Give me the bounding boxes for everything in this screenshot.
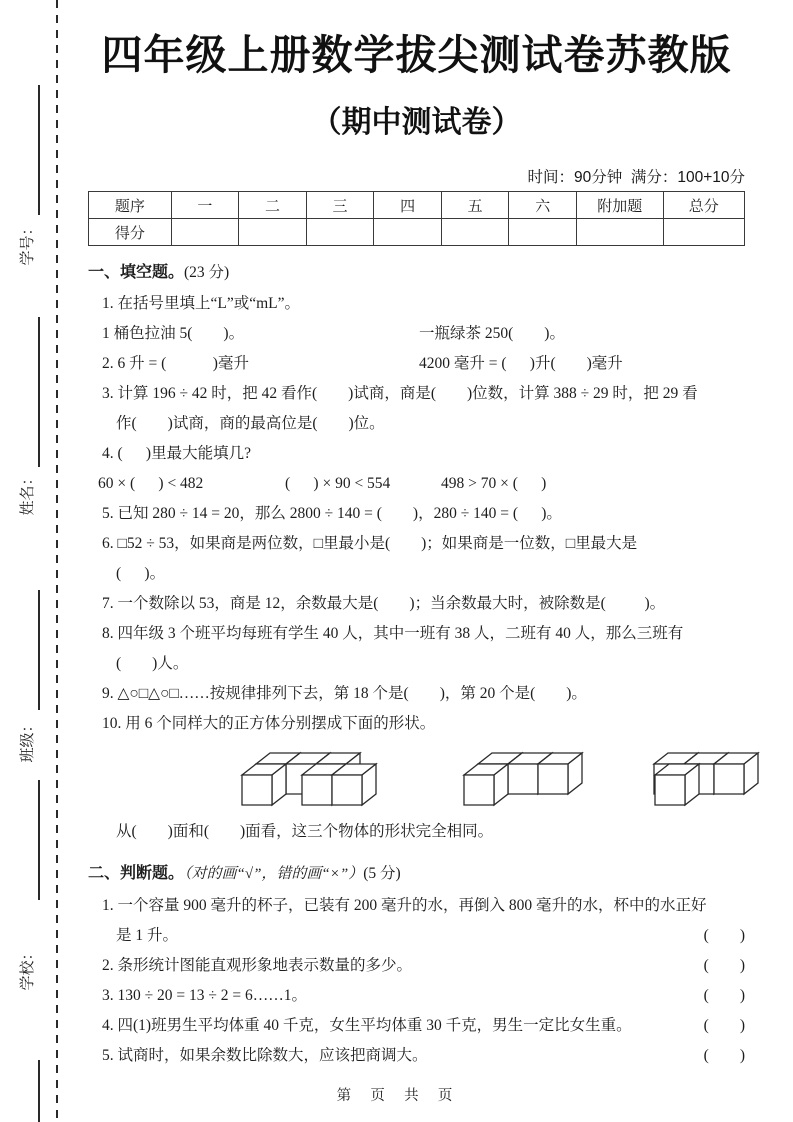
question-2 xyxy=(88,349,745,379)
question-1-left: 1 桶色拉油 5( )。 xyxy=(102,325,245,342)
question-2-left: 2. 6 升 = ( )毫升 xyxy=(102,355,249,372)
judge-2 xyxy=(88,951,745,981)
score-cell xyxy=(239,219,307,246)
answer-blank: ( ) xyxy=(703,927,745,944)
cube-figures-row xyxy=(88,741,745,817)
score-cell xyxy=(577,219,664,246)
score-cell xyxy=(663,219,744,246)
question-8-line1: 8. 四年级 3 个班平均每班有学生 40 人，其中一班有 38 人，二班有 40 人，那么三班有 xyxy=(102,625,684,642)
answer-blank: ( ) xyxy=(703,1047,745,1064)
answer-blank: ( ) xyxy=(703,1017,745,1034)
section1-heading xyxy=(88,258,745,287)
exam-meta: 时间：90分钟 满分：100+10分 xyxy=(527,169,745,186)
score-header-cell: 附加题 xyxy=(577,192,664,219)
main-content xyxy=(88,22,745,1071)
judge-3 xyxy=(88,981,745,1011)
question-10-conclusion: 从( )面和( )面看，这三个物体的形状完全相同。 xyxy=(116,823,494,840)
section2-heading-note: （对的画“√”，错的画“×”） xyxy=(184,866,364,882)
judge-4 xyxy=(88,1011,745,1041)
question-4-line1: 4. ( )里最大能填几? xyxy=(102,445,251,462)
judge-5-text: 5. 试商时，如果余数比除数大，应该把商调大。 xyxy=(102,1047,428,1064)
question-7: 7. 一个数除以 53，商是 12，余数最大是( )；当余数最大时，被除数是( )。 xyxy=(102,595,666,612)
question-4-col2: ( ) × 90 < 554 xyxy=(285,475,391,492)
cube-figure-2 xyxy=(460,749,584,807)
judge-1-line1: 1. 一个容量 900 毫升的杯子，已装有 200 毫升的水，再倒入 800 毫升的水，杯中的水正好 xyxy=(102,897,707,914)
page-number-footer: 第 页 共 页 xyxy=(336,1088,457,1104)
question-3-line1: 3. 计算 196 ÷ 42 时，把 42 看作( )试商，商是( )位数，计算 388 ÷ 29 时，把 29 看 xyxy=(102,385,698,402)
score-cell xyxy=(171,219,239,246)
section1-heading-main: 一、填空题。 xyxy=(88,264,185,281)
score-cell xyxy=(374,219,442,246)
student-id-label: 学号： xyxy=(19,220,36,266)
question-1-right: 一瓶绿茶 250( )。 xyxy=(419,325,565,342)
section2-heading xyxy=(88,859,745,889)
answer-blank: ( ) xyxy=(703,957,745,974)
fill-line-school xyxy=(38,780,40,900)
class-label: 班级： xyxy=(19,717,36,763)
question-8-line2: ( )人。 xyxy=(116,655,189,672)
score-header-cell: 六 xyxy=(509,192,577,219)
page-title: 四年级上册数学拔尖测试卷苏教版 xyxy=(101,32,732,78)
question-5: 5. 已知 280 ÷ 14 = 20，那么 2800 ÷ 140 = ( )，280 ÷ 140 = ( )。 xyxy=(102,505,562,522)
question-9: 9. △○□△○□……按规律排列下去，第 18 个是( )，第 20 个是( )。 xyxy=(102,685,587,702)
question-3-line2: 作( )试商，商的最高位是( )位。 xyxy=(116,415,385,432)
school-label: 学校： xyxy=(19,945,36,991)
question-4-col1: 60 × ( ) < 482 xyxy=(98,475,204,492)
cube-figure-3 xyxy=(636,749,760,807)
score-cell xyxy=(509,219,577,246)
judge-3-text: 3. 130 ÷ 20 = 13 ÷ 2 = 6……1。 xyxy=(102,987,307,1004)
section1-heading-points: (23 分) xyxy=(184,264,230,281)
judge-5 xyxy=(88,1041,745,1071)
question-1-line1: 1. 在括号里填上“L”或“mL”。 xyxy=(102,295,301,312)
section2-heading-main: 二、判断题。 xyxy=(88,865,185,882)
score-header-cell: 三 xyxy=(306,192,374,219)
judge-1-line2 xyxy=(88,921,745,951)
score-cell xyxy=(306,219,374,246)
score-table-score-row xyxy=(89,219,745,246)
score-table-header-row xyxy=(89,192,745,219)
cube-figure-1 xyxy=(238,749,378,807)
name-label: 姓名： xyxy=(19,470,36,516)
fill-line-student-id xyxy=(38,85,40,215)
question-1-line2 xyxy=(88,319,745,349)
section2-heading-points: (5 分) xyxy=(363,865,401,882)
fill-line-name xyxy=(38,317,40,467)
judge-2-text: 2. 条形统计图能直观形象地表示数量的多少。 xyxy=(102,957,413,974)
question-6-line2: ( )。 xyxy=(116,565,166,582)
score-header-cell: 五 xyxy=(441,192,509,219)
judge-4-text: 4. 四(1)班男生平均体重 40 千克，女生平均体重 30 千克，男生一定比女生重。 xyxy=(102,1017,632,1034)
score-row-label: 得分 xyxy=(89,219,172,246)
page-subtitle: （期中测试卷） xyxy=(311,106,522,139)
score-header-cell: 题序 xyxy=(89,192,172,219)
score-header-cell: 总分 xyxy=(663,192,744,219)
question-4-line2 xyxy=(88,469,745,499)
score-table xyxy=(88,191,745,246)
question-6-line1: 6. □52 ÷ 53，如果商是两位数，□里最小是( )；如果商是一位数，□里最大是 xyxy=(102,535,638,552)
binding-dashed-line xyxy=(56,0,58,1122)
score-header-cell: 四 xyxy=(374,192,442,219)
question-2-right: 4200 毫升 = ( )升( )毫升 xyxy=(419,355,623,372)
score-cell xyxy=(441,219,509,246)
score-header-cell: 一 xyxy=(171,192,239,219)
question-4-col3: 498 > 70 × ( ) xyxy=(441,475,547,492)
question-10: 10. 用 6 个同样大的正方体分别摆成下面的形状。 xyxy=(102,715,436,732)
judge-1-text: 是 1 升。 xyxy=(116,927,179,944)
score-header-cell: 二 xyxy=(239,192,307,219)
fill-line-class xyxy=(38,590,40,710)
answer-blank: ( ) xyxy=(703,987,745,1004)
